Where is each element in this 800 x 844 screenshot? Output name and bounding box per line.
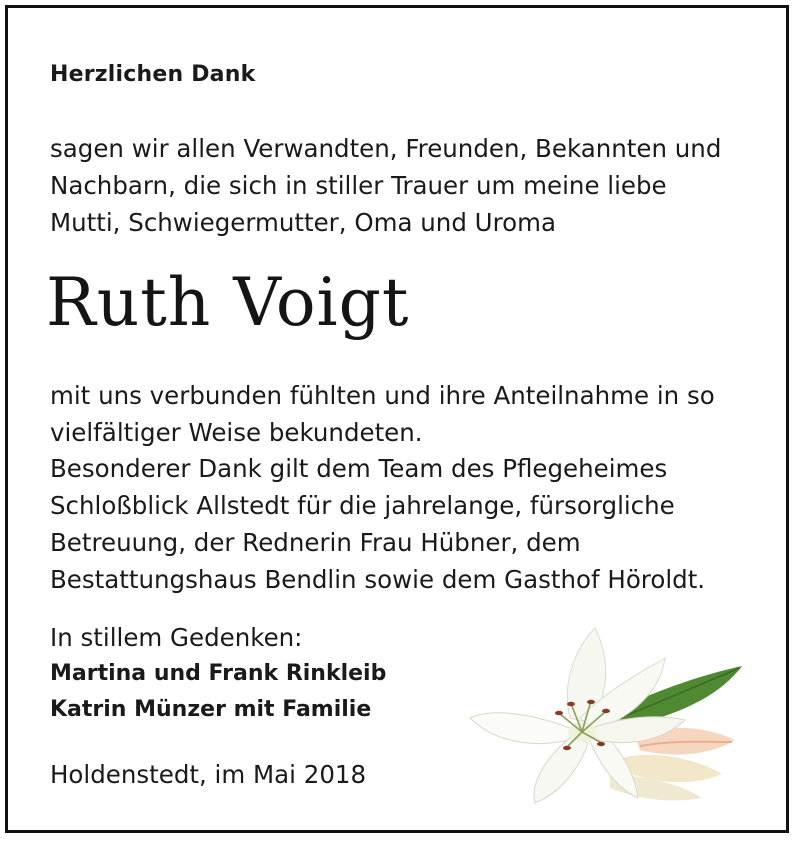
intro-line: Nachbarn, die sich in stiller Trauer um meine liebe [50, 171, 667, 200]
signatory-name: Martina und Frank Rinkleib [50, 661, 387, 686]
intro-line: sagen wir allen Verwandten, Freunden, Bekannten und [50, 134, 722, 163]
deceased-name: Ruth Voigt [46, 264, 410, 341]
body-line: Besonderer Dank gilt dem Team des Pflegeheimes [50, 454, 668, 484]
lily-flower-icon [460, 618, 750, 808]
body-line: vielfältiger Weise bekundeten. [50, 417, 423, 447]
notice-heading: Herzlichen Dank [50, 62, 256, 87]
body-line: Betreuung, der Rednerin Frau Hübner, dem [50, 527, 581, 557]
greeting-line: In stillem Gedenken: [50, 623, 303, 652]
place-date: Holdenstedt, im Mai 2018 [50, 760, 367, 789]
signatory-name: Katrin Münzer mit Familie [50, 697, 372, 722]
body-line: Bestattungshaus Bendlin sowie dem Gasthof Höroldt. [50, 564, 706, 594]
obituary-notice [5, 5, 789, 833]
body-line: Schloßblick Allstedt für die jahrelange, fürsorgliche [50, 491, 675, 521]
signature-block [50, 620, 386, 728]
body-line: mit uns verbunden fühlten und ihre Anteilnahme in so [50, 381, 715, 410]
body-text [50, 378, 780, 598]
intro-line: Mutti, Schwiegermutter, Oma und Uroma [50, 208, 557, 237]
intro-text [50, 130, 780, 241]
